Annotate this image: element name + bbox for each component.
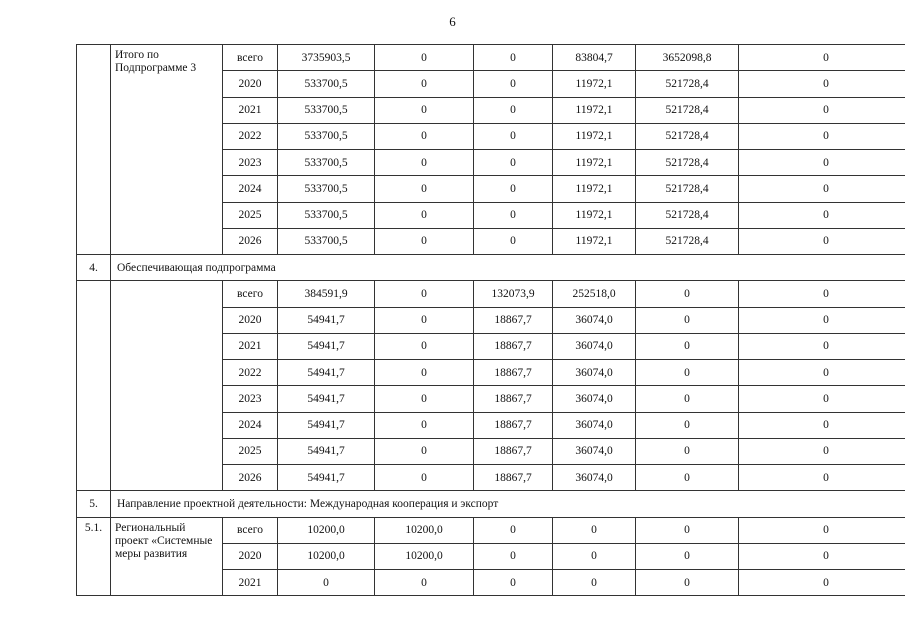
extrabudget-cell: 0: [636, 517, 739, 543]
municipal-cell: 11972,1: [553, 71, 636, 97]
regional-cell: 132073,9: [474, 281, 553, 307]
year-cell: 2020: [223, 71, 278, 97]
row-number-cell: [77, 45, 111, 255]
total-cell: 384591,9: [278, 281, 375, 307]
federal-cell: 0: [375, 281, 474, 307]
year-cell: 2025: [223, 438, 278, 464]
year-cell: всего: [223, 281, 278, 307]
municipal-cell: 11972,1: [553, 123, 636, 149]
regional-cell: 18867,7: [474, 465, 553, 491]
municipal-cell: 36074,0: [553, 307, 636, 333]
page-number: 6: [449, 14, 456, 29]
municipal-cell: 11972,1: [553, 97, 636, 123]
year-cell: 2021: [223, 333, 278, 359]
municipal-cell: 36074,0: [553, 465, 636, 491]
section-number: 5.: [77, 491, 111, 517]
total-cell: 533700,5: [278, 202, 375, 228]
regional-cell: 0: [474, 123, 553, 149]
total-cell: 54941,7: [278, 360, 375, 386]
regional-cell: 0: [474, 228, 553, 254]
total-cell: 533700,5: [278, 123, 375, 149]
table-row: [77, 517, 905, 543]
extrabudget-cell: 521728,4: [636, 228, 739, 254]
extrabudget-cell: 0: [636, 438, 739, 464]
other-cell: 0: [739, 281, 905, 307]
year-cell: 2025: [223, 202, 278, 228]
row-label-cell: Региональный проект «Системные меры развития: [111, 517, 223, 596]
federal-cell: 0: [375, 465, 474, 491]
other-cell: 0: [739, 176, 905, 202]
federal-cell: 0: [375, 360, 474, 386]
other-cell: 0: [739, 438, 905, 464]
federal-cell: 0: [375, 202, 474, 228]
extrabudget-cell: 0: [636, 307, 739, 333]
municipal-cell: 11972,1: [553, 150, 636, 176]
other-cell: 0: [739, 412, 905, 438]
other-cell: 0: [739, 386, 905, 412]
municipal-cell: 11972,1: [553, 176, 636, 202]
regional-cell: 18867,7: [474, 333, 553, 359]
regional-cell: 0: [474, 570, 553, 596]
federal-cell: 0: [375, 71, 474, 97]
total-cell: 3735903,5: [278, 45, 375, 71]
other-cell: 0: [739, 97, 905, 123]
regional-cell: 18867,7: [474, 412, 553, 438]
year-cell: 2021: [223, 570, 278, 596]
extrabudget-cell: 521728,4: [636, 202, 739, 228]
other-cell: 0: [739, 570, 905, 596]
regional-cell: 0: [474, 71, 553, 97]
total-cell: 533700,5: [278, 97, 375, 123]
total-cell: 54941,7: [278, 412, 375, 438]
municipal-cell: 11972,1: [553, 228, 636, 254]
extrabudget-cell: 521728,4: [636, 71, 739, 97]
municipal-cell: 11972,1: [553, 202, 636, 228]
federal-cell: 0: [375, 45, 474, 71]
municipal-cell: 36074,0: [553, 412, 636, 438]
extrabudget-cell: 521728,4: [636, 150, 739, 176]
municipal-cell: 36074,0: [553, 386, 636, 412]
row-number-cell: 5.1.: [77, 517, 111, 596]
total-cell: 10200,0: [278, 543, 375, 569]
table-row: [77, 45, 905, 71]
federal-cell: 0: [375, 570, 474, 596]
federal-cell: 10200,0: [375, 543, 474, 569]
municipal-cell: 83804,7: [553, 45, 636, 71]
total-cell: 54941,7: [278, 386, 375, 412]
municipal-cell: 0: [553, 517, 636, 543]
year-cell: 2026: [223, 228, 278, 254]
federal-cell: 0: [375, 123, 474, 149]
section-title: Обеспечивающая подпрограмма: [111, 255, 905, 281]
total-cell: 533700,5: [278, 176, 375, 202]
municipal-cell: 36074,0: [553, 360, 636, 386]
other-cell: 0: [739, 360, 905, 386]
regional-cell: 18867,7: [474, 360, 553, 386]
extrabudget-cell: 521728,4: [636, 176, 739, 202]
year-cell: 2021: [223, 97, 278, 123]
municipal-cell: 252518,0: [553, 281, 636, 307]
other-cell: 0: [739, 333, 905, 359]
total-cell: 10200,0: [278, 517, 375, 543]
other-cell: 0: [739, 307, 905, 333]
other-cell: 0: [739, 202, 905, 228]
other-cell: 0: [739, 517, 905, 543]
row-label-cell: Итого по Подпрограмме 3: [111, 45, 223, 255]
other-cell: 0: [739, 45, 905, 71]
section-header-row: [77, 255, 905, 281]
other-cell: 0: [739, 150, 905, 176]
extrabudget-cell: 0: [636, 570, 739, 596]
extrabudget-cell: 521728,4: [636, 97, 739, 123]
federal-cell: 0: [375, 333, 474, 359]
row-label-cell: [111, 281, 223, 491]
row-number-cell: [77, 281, 111, 491]
federal-cell: 0: [375, 307, 474, 333]
extrabudget-cell: 0: [636, 386, 739, 412]
total-cell: 533700,5: [278, 228, 375, 254]
federal-cell: 0: [375, 228, 474, 254]
regional-cell: 0: [474, 97, 553, 123]
regional-cell: 0: [474, 202, 553, 228]
regional-cell: 18867,7: [474, 386, 553, 412]
federal-cell: 0: [375, 176, 474, 202]
extrabudget-cell: 0: [636, 543, 739, 569]
regional-cell: 18867,7: [474, 438, 553, 464]
year-cell: 2024: [223, 412, 278, 438]
total-cell: 533700,5: [278, 71, 375, 97]
year-cell: 2020: [223, 543, 278, 569]
section-number: 4.: [77, 255, 111, 281]
regional-cell: 0: [474, 45, 553, 71]
year-cell: 2024: [223, 176, 278, 202]
regional-cell: 0: [474, 543, 553, 569]
year-cell: 2026: [223, 465, 278, 491]
regional-cell: 0: [474, 176, 553, 202]
other-cell: 0: [739, 228, 905, 254]
year-cell: 2023: [223, 150, 278, 176]
table-row: [77, 281, 905, 307]
regional-cell: 0: [474, 517, 553, 543]
other-cell: 0: [739, 71, 905, 97]
municipal-cell: 36074,0: [553, 438, 636, 464]
extrabudget-cell: 0: [636, 412, 739, 438]
federal-cell: 0: [375, 97, 474, 123]
total-cell: 54941,7: [278, 333, 375, 359]
federal-cell: 0: [375, 386, 474, 412]
extrabudget-cell: 0: [636, 360, 739, 386]
extrabudget-cell: 521728,4: [636, 123, 739, 149]
municipal-cell: 0: [553, 543, 636, 569]
federal-cell: 10200,0: [375, 517, 474, 543]
total-cell: 54941,7: [278, 438, 375, 464]
federal-cell: 0: [375, 412, 474, 438]
extrabudget-cell: 0: [636, 281, 739, 307]
other-cell: 0: [739, 543, 905, 569]
regional-cell: 0: [474, 150, 553, 176]
year-cell: всего: [223, 517, 278, 543]
federal-cell: 0: [375, 438, 474, 464]
section-title: Направление проектной деятельности: Международная кооперация и экспорт: [111, 491, 905, 517]
budget-table: [76, 44, 905, 596]
other-cell: 0: [739, 123, 905, 149]
extrabudget-cell: 3652098,8: [636, 45, 739, 71]
section-header-row: [77, 491, 905, 517]
total-cell: 533700,5: [278, 150, 375, 176]
extrabudget-cell: 0: [636, 333, 739, 359]
total-cell: 54941,7: [278, 465, 375, 491]
total-cell: 54941,7: [278, 307, 375, 333]
total-cell: 0: [278, 570, 375, 596]
other-cell: 0: [739, 465, 905, 491]
year-cell: 2020: [223, 307, 278, 333]
year-cell: 2022: [223, 123, 278, 149]
municipal-cell: 0: [553, 570, 636, 596]
municipal-cell: 36074,0: [553, 333, 636, 359]
year-cell: всего: [223, 45, 278, 71]
extrabudget-cell: 0: [636, 465, 739, 491]
year-cell: 2023: [223, 386, 278, 412]
federal-cell: 0: [375, 150, 474, 176]
year-cell: 2022: [223, 360, 278, 386]
regional-cell: 18867,7: [474, 307, 553, 333]
